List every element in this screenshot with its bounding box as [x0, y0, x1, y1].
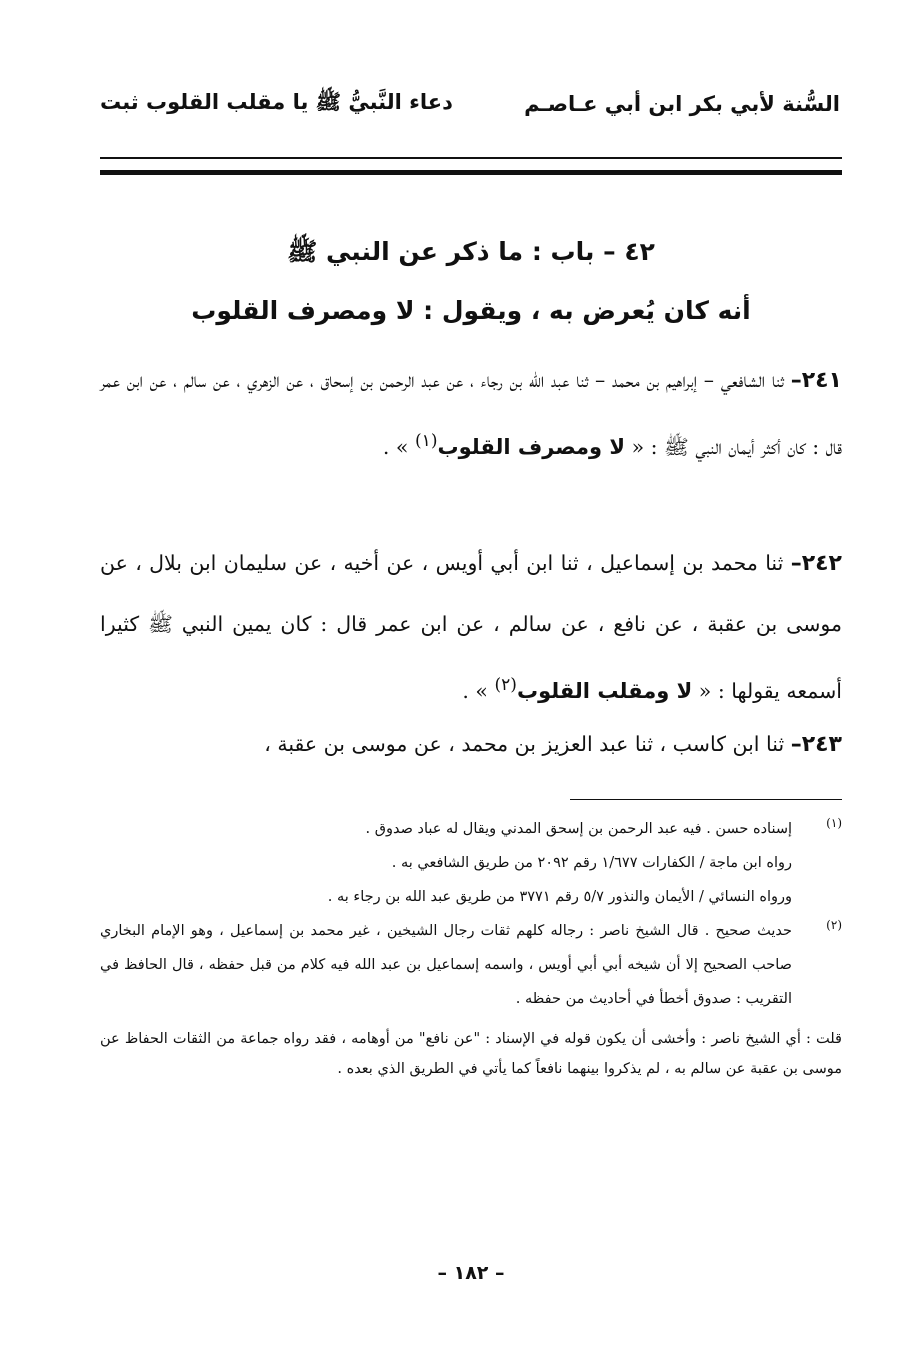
footnote-separator	[570, 799, 842, 800]
hadith-text: ثنا ابن كاسب ، ثنا عبد العزيز بن محمد ، عن موسى بن عقبة ،	[264, 732, 785, 756]
footnote-1	[100, 812, 842, 914]
footnote-line: حديث صحيح . قال الشيخ ناصر : رجاله كلهم ثقات رجال الشيخين ، غير محمد بن إسماعيل ، وهو الإمام البخاري صاحب الصحيح إلا أن شيخه أبي أبي أويس ، واسمه إسماعيل بن عبد الله فيه كلام من قبل حفظه ، قال الحافظ في التقريب : صدوق أخطأ في أحاديث من حفظه .	[100, 923, 792, 1007]
footnote-line: إسناده حسن . فيه عبد الرحمن بن إسحق المدني ويقال له عباد صدوق .	[365, 821, 792, 837]
hadith-241: ٢٤١– ثنا الشافعي – إبراهيم بن محمد – ثنا عبد الله بن رجاء ، عن عبد الرحمن بن إسحاق ، عن الزهري ، عن سالم ، عن ابن عمر قال : كان أكثر أيمان النبي ﷺ : « لا ومصرف القلوب$^{(١)}$ » .	[100, 368, 842, 459]
hadith-number: ٢٤٢	[801, 551, 842, 576]
hadith-243: ٢٤٣– ثنا ابن كاسب ، ثنا عبد العزيز بن محمد ، عن موسى بن عقبة ،	[264, 732, 842, 757]
footnote-ref: (١)	[414, 431, 438, 451]
hadith-number: ٢٤٣	[801, 732, 842, 757]
hadith-text: ثنا محمد بن إسماعيل ، ثنا ابن أبي أويس ، عن أخيه ، عن سليمان ابن بلال ، عن موسى بن عقبة ، عن نافع ، عن سالم ، عن ابن عمر قال : كان يمين النبي ﷺ كثيرا أسمعه يقولها : «	[100, 551, 842, 703]
editor-note: قلت : أي الشيخ ناصر : وأخشى أن يكون قوله في الإسناد : "عن نافع" من أوهامه ، فقد رواه جماعة من الثقات الحفاظ عن موسى بن عقبة عن سالم به ، لم يذكروا بينهما نافعاً كما يأتي في الطريق الذي بعده .	[100, 1031, 842, 1077]
footnote-mark: (١)	[826, 816, 842, 830]
header-rule-thick	[100, 170, 842, 175]
page-header	[100, 82, 840, 126]
footnote-ref: (٢)	[494, 675, 517, 695]
hadith-quote: لا ومصرف القلوب	[437, 434, 626, 459]
chapter-subheading: أنه كان يُعرض به ، ويقول : لا ومصرف القلوب	[191, 296, 751, 325]
footnote-mark: (٢)	[826, 918, 842, 932]
chapter-heading: ٤٢ – باب : ما ذكر عن النبي ﷺ	[287, 237, 655, 266]
hadith-text-end: » .	[462, 678, 488, 703]
footnote-2	[100, 914, 842, 1016]
running-section-title: دعاء النَّبيُّ ﷺ يا مقلب القلوب ثبت	[100, 89, 453, 114]
hadith-number: ٢٤١	[801, 368, 842, 393]
hadith-quote: لا ومقلب القلوب	[516, 678, 693, 703]
hadith-242: ٢٤٢– ثنا محمد بن إسماعيل ، ثنا ابن أبي أويس ، عن أخيه ، عن سليمان ابن بلال ، عن موسى بن عقبة ، عن نافع ، عن سالم ، عن ابن عمر قال : كان يمين النبي ﷺ كثيرا أسمعه يقولها : « لا ومقلب القلوب$^{(٢)}$ » .	[100, 551, 842, 703]
page-number: – ١٨٢ –	[437, 1262, 505, 1284]
hadith-text-end: » .	[382, 434, 409, 459]
footnote-line: ورواه النسائي / الأيمان والنذور ٥/٧ رقم ٣٧٧١ من طريق عبد الله بن رجاء به .	[327, 889, 792, 905]
footnotes	[100, 812, 842, 1084]
running-book-title: السُّنة لأبي بكر ابن أبي عـاصـم	[524, 92, 840, 116]
hadith-text: ثنا الشافعي – إبراهيم بن محمد – ثنا عبد الله بن رجاء ، عن عبد الرحمن بن إسحاق ، عن الزهري ، عن سالم ، عن ابن عمر قال : كان أكثر أيمان النبي ﷺ : «	[100, 368, 842, 459]
header-rule-thin	[100, 157, 842, 159]
footnote-line: رواه ابن ماجة / الكفارات ١/٦٧٧ رقم ٢٠٩٢ من طريق الشافعي به .	[391, 855, 792, 871]
